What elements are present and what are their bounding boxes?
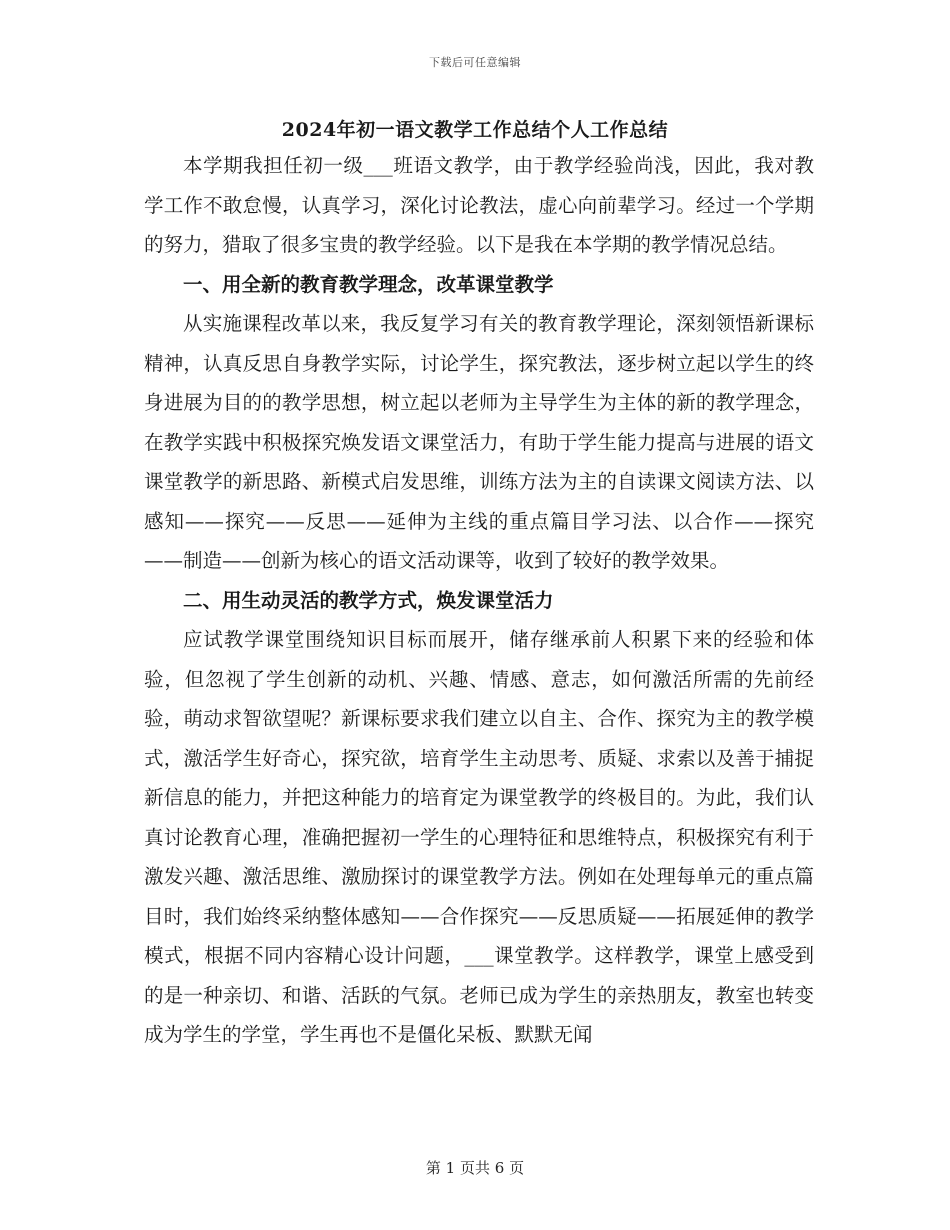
document-title: 2024年初一语文教学工作总结个人工作总结 — [281, 119, 669, 141]
intro-paragraph: 本学期我担任初一级___班语文教学，由于教学经验尚浅，因此，我对教学工作不敢怠慢，认真学习，深化讨论教法，虚心向前辈学习。经过一个学期的努力，猎取了很多宝贵的教学经验。以下是我在本学期的教学情况总结。 — [144, 154, 814, 256]
section-heading-2: 二、用生动灵活的教学方式，焕发课堂活力 — [183, 588, 554, 612]
section-heading-1: 一、用全新的教育教学理念，改革课堂教学 — [183, 272, 554, 296]
section-2-paragraph: 应试教学课堂围绕知识目标而展开，储存继承前人积累下来的经验和体验，但忽视了学生创新的动机、兴趣、情感、意志，如何激活所需的先前经验，萌动求智欲望呢？新课标要求我们建立以自主、合作、探究为主的教学模式，激活学生好奇心，探究欲，培育学生主动思考、质疑、求索以及善于捕捉新信息的能力，并把这种能力的培育定为课堂教学的终极目的。为此，我们认真讨论教育心理，准确把握初一学生的心理特征和思维特点，积极探究有利于激发兴趣、激活思维、激励探讨的课堂教学方法。例如在处理每单元的重点篇目时，我们始终采纳整体感知——合作探究——反思质疑——拓展延伸的教学模式，根据不同内容精心设计问题，___课堂教学。这样教学，课堂上感受到的是一种亲切、和谐、活跃的气氛。老师已成为学生的亲热朋友，教室也转变成为学生的学堂，学生再也不是僵化呆板、默默无闻 — [144, 628, 814, 1046]
document-body — [144, 146, 814, 1055]
header-note: 下载后可任意编辑 — [429, 56, 521, 69]
page-number-footer: 第 1 页共 6 页 — [425, 1159, 525, 1177]
section-1-paragraph: 从实施课程改革以来，我反复学习有关的教育教学理论，深刻领悟新课标精神，认真反思自身教学实际，讨论学生，探究教法，逐步树立起以学生的终身进展为目的的教学思想，树立起以老师为主导学生为主体的新的教学理念，在教学实践中积极探究焕发语文课堂活力，有助于学生能力提高与进展的语文课堂教学的新思路、新模式启发思维，训练方法为主的自读课文阅读方法、以感知——探究——反思——延伸为主线的重点篇目学习法、以合作——探究——制造——创新为核心的语文活动课等，收到了较好的教学效果。 — [144, 312, 814, 572]
